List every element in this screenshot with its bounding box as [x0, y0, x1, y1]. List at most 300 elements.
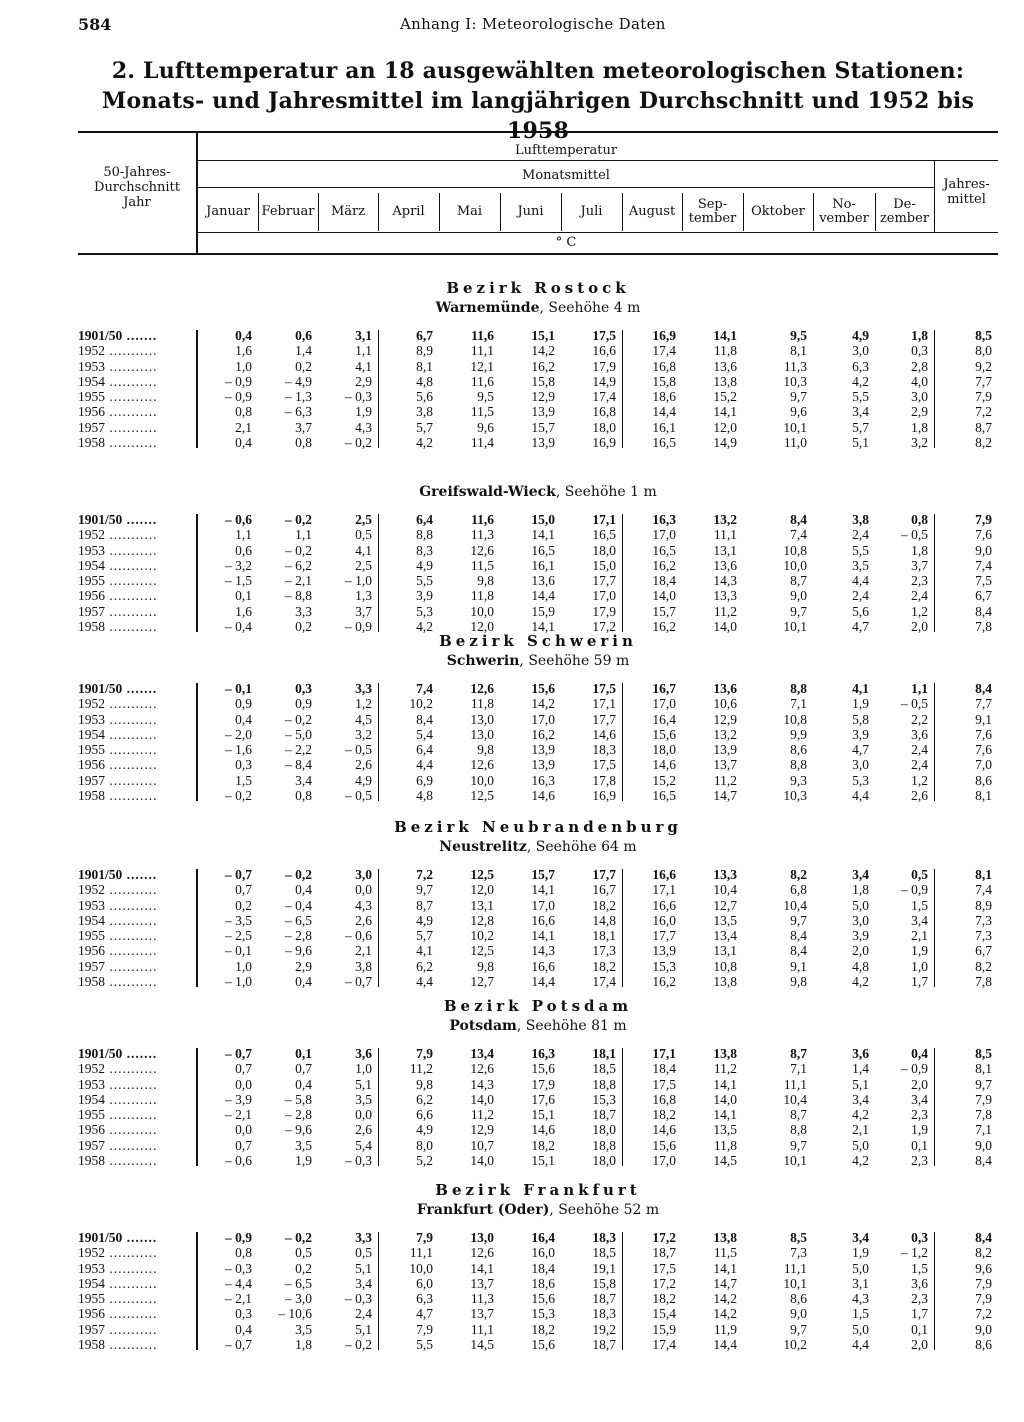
- year-cell: [78, 1291, 190, 1306]
- value-text: 0,0: [235, 1076, 252, 1092]
- year-cell: [78, 328, 190, 343]
- value-text: 1,5: [235, 772, 252, 788]
- value-text: 16,6: [652, 867, 676, 882]
- annual-mean-cell: [938, 404, 992, 419]
- value-text: 4,0: [911, 373, 928, 389]
- month-value-cell: [504, 527, 555, 542]
- month-value-cell: [262, 420, 312, 435]
- value-text: 0,8: [235, 404, 252, 420]
- month-value-cell: [565, 1337, 616, 1352]
- value-text: 14,1: [713, 404, 737, 420]
- month-value-cell: [443, 928, 494, 943]
- value-text: 4,3: [355, 419, 372, 435]
- month-value-cell: [382, 974, 433, 989]
- annual-mean-cell: [938, 359, 992, 374]
- value-text: – 4,4: [225, 1275, 252, 1291]
- value-text: 2,1: [911, 928, 928, 944]
- value-text: 17,1: [652, 882, 676, 898]
- year-cell: [78, 435, 190, 450]
- month-value-cell: [747, 1276, 807, 1291]
- value-text: 6,7: [416, 328, 433, 343]
- value-text: 0,8: [235, 1245, 252, 1261]
- month-value-cell: [322, 404, 372, 419]
- value-text: 0,7: [295, 1061, 312, 1077]
- value-text: 19,1: [592, 1260, 616, 1276]
- month-value-cell: [817, 974, 869, 989]
- table-row: [78, 573, 998, 588]
- value-text: 11,6: [471, 328, 494, 343]
- month-value-cell: [382, 727, 433, 742]
- value-text: 10,3: [783, 373, 807, 389]
- year-cell: [78, 681, 190, 696]
- value-text: 18,3: [592, 1230, 616, 1245]
- month-value-cell: [443, 420, 494, 435]
- month-value-cell: [686, 773, 737, 788]
- value-text: 11,8: [470, 588, 494, 604]
- value-text: 17,5: [652, 1076, 676, 1092]
- value-text: 3,0: [852, 912, 869, 928]
- value-text: 4,4: [852, 573, 869, 589]
- value-text: 13,9: [531, 742, 555, 758]
- value-text: 17,5: [592, 757, 616, 773]
- month-value-cell: [747, 1230, 807, 1245]
- value-text: 4,9: [355, 772, 372, 788]
- value-text: 7,9: [975, 1275, 992, 1291]
- value-text: 17,6: [531, 1091, 555, 1107]
- month-value-cell: [262, 1138, 312, 1153]
- month-value-cell: [686, 1276, 737, 1291]
- value-text: 18,7: [592, 1337, 616, 1353]
- value-text: 12,9: [713, 711, 737, 727]
- value-text: 7,9: [975, 389, 992, 405]
- value-text: 6,8: [790, 882, 807, 898]
- value-text: 0,4: [235, 711, 252, 727]
- data-rows: [78, 1230, 998, 1352]
- value-text: 11,1: [470, 1321, 494, 1337]
- month-value-cell: [504, 1153, 555, 1168]
- value-text: 1,7: [911, 974, 928, 990]
- month-value-cell: [322, 1046, 372, 1061]
- value-text: 14,2: [531, 343, 555, 359]
- month-value-cell: [686, 435, 737, 450]
- value-text: 8,8: [416, 527, 433, 543]
- table-header: [78, 131, 998, 255]
- value-text: 2,1: [355, 943, 372, 959]
- annual-mean-cell: [938, 788, 992, 803]
- value-text: 9,8: [477, 958, 494, 974]
- value-text: 4,4: [416, 974, 433, 990]
- month-value-cell: [504, 1261, 555, 1276]
- annual-mean-cell: [938, 1291, 992, 1306]
- year-label: 1901/50: [78, 1230, 123, 1245]
- value-text: – 0,2: [225, 788, 252, 804]
- value-text: – 3,9: [225, 1091, 252, 1107]
- value-text: 7,9: [975, 1091, 992, 1107]
- month-value-cell: [747, 389, 807, 404]
- annual-mean-cell: [938, 1230, 992, 1245]
- annual-mean-cell: [938, 1306, 992, 1321]
- month-value-cell: [322, 1122, 372, 1137]
- value-text: 17,2: [592, 619, 616, 635]
- month-value-cell: [686, 681, 737, 696]
- month-value-cell: [879, 898, 928, 913]
- month-value-cell: [202, 1138, 252, 1153]
- annual-mean-cell: [938, 543, 992, 558]
- value-text: 0,1: [235, 588, 252, 604]
- table-row: [78, 696, 998, 711]
- month-value-cell: [565, 1245, 616, 1260]
- dot-leader: .......: [122, 512, 158, 527]
- year-cell: [78, 558, 190, 573]
- value-text: 5,1: [852, 1076, 869, 1092]
- value-text: 18,0: [592, 542, 616, 558]
- month-value-cell: [443, 404, 494, 419]
- value-text: 0,8: [911, 512, 928, 527]
- month-value-cell: [817, 1245, 869, 1260]
- month-value-cell: [322, 742, 372, 757]
- year-label: 1956: [78, 1122, 105, 1138]
- value-text: 4,8: [852, 958, 869, 974]
- month-divider: [622, 193, 623, 231]
- value-text: 17,3: [592, 943, 616, 959]
- value-text: 7,4: [790, 527, 807, 543]
- month-value-cell: [382, 898, 433, 913]
- value-text: 1,1: [355, 343, 372, 359]
- month-value-cell: [686, 1153, 737, 1168]
- value-text: 1,6: [235, 343, 252, 359]
- year-label: 1955: [78, 1107, 105, 1123]
- month-value-cell: [202, 712, 252, 727]
- value-text: – 9,6: [285, 943, 312, 959]
- row-label-header: [78, 165, 196, 210]
- dot-leader: ...........: [105, 619, 158, 635]
- dot-leader: ...........: [105, 1275, 158, 1291]
- month-value-cell: [504, 404, 555, 419]
- year-cell: [78, 696, 190, 711]
- year-cell: [78, 527, 190, 542]
- month-value-cell: [879, 1153, 928, 1168]
- value-text: 3,9: [416, 588, 433, 604]
- value-text: 16,0: [531, 1245, 555, 1261]
- district-heading: Bezirk Schwerin: [439, 632, 637, 650]
- value-text: 11,2: [470, 1107, 494, 1123]
- value-text: 6,4: [416, 512, 433, 527]
- month-value-cell: [202, 573, 252, 588]
- month-value-cell: [202, 742, 252, 757]
- annual-mean-cell: [938, 943, 992, 958]
- year-cell: [78, 1276, 190, 1291]
- value-text: 13,9: [531, 435, 555, 451]
- month-header: [561, 192, 622, 232]
- dot-leader: ...........: [105, 958, 158, 974]
- value-text: 16,2: [652, 557, 676, 573]
- table-row: [78, 1276, 998, 1291]
- month-value-cell: [747, 882, 807, 897]
- value-text: 0,3: [235, 757, 252, 773]
- month-value-cell: [443, 882, 494, 897]
- month-value-cell: [262, 773, 312, 788]
- value-text: 15,7: [531, 419, 555, 435]
- month-value-cell: [747, 343, 807, 358]
- value-text: 0,2: [295, 358, 312, 374]
- value-text: 13,4: [713, 928, 737, 944]
- month-value-cell: [626, 359, 676, 374]
- month-value-cell: [504, 435, 555, 450]
- month-value-cell: [747, 588, 807, 603]
- month-value-cell: [262, 928, 312, 943]
- value-text: 13,2: [713, 726, 737, 742]
- annual-mean-cell: [938, 1138, 992, 1153]
- month-value-cell: [262, 389, 312, 404]
- month-value-cell: [322, 943, 372, 958]
- value-text: 7,9: [975, 512, 992, 527]
- value-text: 9,0: [790, 588, 807, 604]
- value-text: 2,4: [355, 1306, 372, 1322]
- value-text: – 2,8: [285, 928, 312, 944]
- value-text: 5,3: [852, 772, 869, 788]
- value-text: 12,1: [470, 358, 494, 374]
- station-heading: [78, 298, 998, 318]
- month-value-cell: [817, 1077, 869, 1092]
- month-value-cell: [626, 1322, 676, 1337]
- month-value-cell: [504, 928, 555, 943]
- dot-leader: ...........: [105, 897, 158, 913]
- month-value-cell: [747, 974, 807, 989]
- month-value-cell: [262, 1061, 312, 1076]
- month-value-cell: [747, 696, 807, 711]
- month-value-cell: [382, 420, 433, 435]
- month-value-cell: [686, 1046, 737, 1061]
- month-value-cell: [202, 1107, 252, 1122]
- value-text: 0,2: [235, 897, 252, 913]
- year-label: 1954: [78, 373, 105, 389]
- month-value-cell: [382, 959, 433, 974]
- year-cell: [78, 543, 190, 558]
- value-text: 5,1: [355, 1321, 372, 1337]
- value-text: 9,0: [975, 1321, 992, 1337]
- month-value-cell: [879, 727, 928, 742]
- value-text: 16,8: [652, 358, 676, 374]
- annual-mean-cell: [938, 1245, 992, 1260]
- year-cell: [78, 974, 190, 989]
- value-text: 8,2: [790, 867, 807, 882]
- month-value-cell: [443, 757, 494, 772]
- value-text: 3,6: [355, 1046, 372, 1061]
- header-rule: [198, 232, 998, 233]
- value-text: 2,6: [355, 1122, 372, 1138]
- value-text: 0,4: [295, 1076, 312, 1092]
- month-value-cell: [747, 1107, 807, 1122]
- value-text: 10,1: [783, 1153, 807, 1169]
- month-value-cell: [202, 757, 252, 772]
- value-text: 14,7: [713, 788, 737, 804]
- month-value-cell: [879, 788, 928, 803]
- value-text: 18,3: [592, 1306, 616, 1322]
- month-value-cell: [504, 742, 555, 757]
- month-value-cell: [686, 1122, 737, 1137]
- value-text: 17,7: [592, 573, 616, 589]
- month-value-cell: [202, 1230, 252, 1245]
- value-text: 17,8: [592, 772, 616, 788]
- table-row: [78, 527, 998, 542]
- value-text: 15,8: [652, 373, 676, 389]
- year-cell: [78, 512, 190, 527]
- value-text: 2,4: [911, 588, 928, 604]
- value-text: 9,6: [477, 419, 494, 435]
- year-label: 1953: [78, 1260, 105, 1276]
- month-value-cell: [817, 374, 869, 389]
- month-value-cell: [262, 543, 312, 558]
- value-text: 2,4: [852, 527, 869, 543]
- value-text: 17,7: [592, 867, 616, 882]
- value-text: – 2,1: [225, 1291, 252, 1307]
- value-text: 0,3: [911, 343, 928, 359]
- annual-mean-cell: [938, 1153, 992, 1168]
- month-value-cell: [747, 1092, 807, 1107]
- month-value-cell: [322, 543, 372, 558]
- value-text: 0,8: [295, 435, 312, 451]
- year-label: 1954: [78, 726, 105, 742]
- value-text: 10,0: [409, 1260, 433, 1276]
- month-value-cell: [686, 1138, 737, 1153]
- value-text: 18,5: [592, 1245, 616, 1261]
- month-value-cell: [322, 389, 372, 404]
- month-value-cell: [879, 742, 928, 757]
- value-text: 13,1: [713, 943, 737, 959]
- month-value-cell: [202, 588, 252, 603]
- year-label: 1901/50: [78, 328, 123, 343]
- month-value-cell: [565, 389, 616, 404]
- value-text: 7,6: [975, 726, 992, 742]
- year-cell: [78, 359, 190, 374]
- month-value-cell: [626, 696, 676, 711]
- annual-mean-cell: [938, 1276, 992, 1291]
- month-divider: [500, 193, 501, 231]
- month-value-cell: [504, 512, 555, 527]
- value-text: 1,0: [911, 958, 928, 974]
- value-text: 1,7: [911, 1306, 928, 1322]
- month-value-cell: [382, 882, 433, 897]
- month-value-cell: [626, 1276, 676, 1291]
- value-text: 2,4: [911, 757, 928, 773]
- table-row: [78, 757, 998, 772]
- month-header-line: vember: [819, 211, 869, 226]
- value-text: 10,8: [713, 958, 737, 974]
- value-text: – 1,5: [225, 573, 252, 589]
- month-value-cell: [565, 512, 616, 527]
- value-text: 17,4: [592, 389, 616, 405]
- month-value-cell: [565, 773, 616, 788]
- value-text: 8,8: [790, 681, 807, 696]
- month-value-cell: [686, 1061, 737, 1076]
- month-value-cell: [202, 913, 252, 928]
- value-text: 12,8: [470, 912, 494, 928]
- value-text: 3,5: [355, 1091, 372, 1107]
- month-value-cell: [817, 928, 869, 943]
- value-text: 7,4: [975, 882, 992, 898]
- month-value-cell: [747, 420, 807, 435]
- month-value-cell: [322, 882, 372, 897]
- month-value-cell: [747, 1046, 807, 1061]
- value-text: 6,2: [416, 958, 433, 974]
- value-text: 16,6: [531, 912, 555, 928]
- month-value-cell: [879, 359, 928, 374]
- station-name: Schwerin: [446, 653, 520, 669]
- month-value-cell: [322, 898, 372, 913]
- month-value-cell: [443, 359, 494, 374]
- dot-leader: ...........: [105, 588, 158, 604]
- table-row: [78, 974, 998, 989]
- value-text: 17,1: [652, 1046, 676, 1061]
- annual-mean-cell: [938, 389, 992, 404]
- month-value-cell: [817, 512, 869, 527]
- value-text: 15,1: [531, 328, 555, 343]
- month-header: [682, 192, 743, 232]
- month-value-cell: [382, 604, 433, 619]
- month-value-cell: [262, 1122, 312, 1137]
- value-text: 12,5: [470, 943, 494, 959]
- month-divider: [318, 193, 319, 231]
- month-value-cell: [202, 328, 252, 343]
- value-text: 18,2: [592, 958, 616, 974]
- value-text: 5,7: [416, 928, 433, 944]
- month-value-cell: [504, 867, 555, 882]
- month-value-cell: [202, 558, 252, 573]
- month-value-cell: [504, 1306, 555, 1321]
- month-value-cell: [382, 1291, 433, 1306]
- value-text: – 6,3: [285, 404, 312, 420]
- month-header-label: [819, 198, 869, 226]
- month-value-cell: [382, 928, 433, 943]
- value-text: – 9,6: [285, 1122, 312, 1138]
- month-value-cell: [202, 1061, 252, 1076]
- value-text: 1,8: [911, 542, 928, 558]
- value-text: 4,5: [355, 711, 372, 727]
- value-text: 8,0: [975, 343, 992, 359]
- month-value-cell: [262, 435, 312, 450]
- value-text: 5,7: [416, 419, 433, 435]
- month-header-line: De-: [893, 197, 916, 212]
- month-value-cell: [626, 681, 676, 696]
- group-label: Lufttemperatur: [514, 143, 618, 158]
- month-value-cell: [202, 696, 252, 711]
- value-text: 2,0: [911, 1076, 928, 1092]
- month-value-cell: [322, 604, 372, 619]
- value-text: 11,3: [470, 527, 494, 543]
- month-value-cell: [626, 788, 676, 803]
- value-text: 12,5: [470, 867, 494, 882]
- value-text: 10,6: [713, 696, 737, 712]
- value-text: 16,6: [531, 958, 555, 974]
- month-value-cell: [262, 558, 312, 573]
- value-text: 5,5: [852, 542, 869, 558]
- value-text: – 3,0: [285, 1291, 312, 1307]
- month-value-cell: [565, 543, 616, 558]
- value-text: 17,9: [592, 358, 616, 374]
- annual-mean-cell: [938, 1107, 992, 1122]
- station-heading: [78, 482, 998, 502]
- value-text: 1,9: [355, 404, 372, 420]
- month-value-cell: [262, 681, 312, 696]
- value-text: 16,5: [652, 435, 676, 451]
- month-header-label: [206, 205, 250, 219]
- value-text: 2,9: [911, 404, 928, 420]
- value-text: 16,3: [652, 512, 676, 527]
- month-value-cell: [879, 773, 928, 788]
- month-value-cell: [879, 696, 928, 711]
- value-text: – 0,7: [345, 974, 372, 990]
- year-cell: [78, 343, 190, 358]
